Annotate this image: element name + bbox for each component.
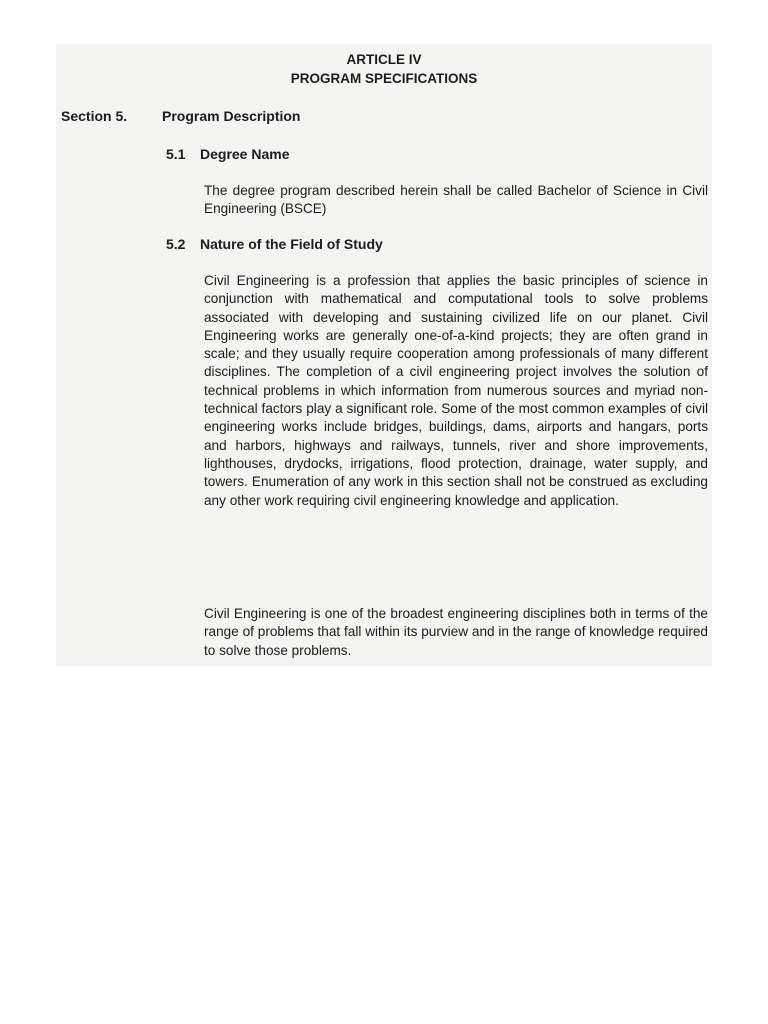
subsection-title: Nature of the Field of Study [200, 236, 383, 252]
nature-of-field-paragraph-2: Civil Engineering is one of the broadest engineering disciplines both in terms of the range of problems that fall within its purview and in the range of knowledge required to solve those problems. [204, 606, 708, 658]
article-number: ARTICLE IV [346, 52, 422, 67]
nature-of-field-paragraph-1: Civil Engineering is a profession that applies the basic principles of science in conjunction with mathematical and computational tools to solve problems associated with developing and sustaining civilized life on our planet. Civil Engineering works are generally one-of-a-kind projects; they are often grand in scale; and they usually require cooperation among professionals of many different disciplines. The completion of a civil engineering project involves the solution of technical problems in which information from numerous sources and myriad non-technical factors play a significant role. Some of the most common examples of civil engineering works include bridges, buildings, dams, airports and hangars, ports and harbors, highways and railways, tunnels, river and shore improvements, lighthouses, drydocks, irrigations, flood protection, drainage, water supply, and towers. Enumeration of any work in this section shall not be construed as excluding any other work requiring civil engineering knowledge and application. [204, 273, 708, 508]
section-number: Section 5. [61, 108, 128, 124]
subsection-heading-degree-name [166, 144, 290, 164]
subsection-heading-nature-of-field [166, 234, 383, 254]
subsection-title: Degree Name [200, 146, 290, 162]
subsection-number: 5.1 [166, 146, 186, 162]
section-title: Program Description [162, 108, 301, 124]
subsection-number: 5.2 [166, 236, 186, 252]
article-title: PROGRAM SPECIFICATIONS [290, 71, 478, 86]
degree-name-paragraph: The degree program described herein shall be called Bachelor of Science in Civil Engineering (BSCE) [204, 183, 708, 217]
